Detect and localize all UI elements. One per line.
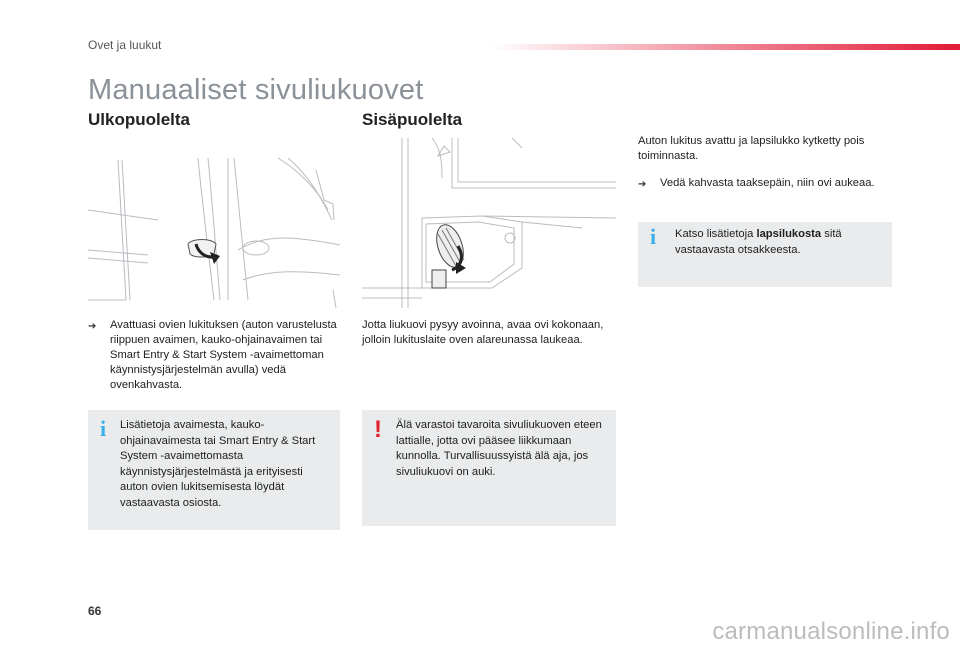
outside-door-drawing [88, 140, 340, 308]
right-note-bold: lapsilukosta [756, 228, 822, 240]
outside-bullet [88, 318, 340, 393]
right-note-text-before: Katso lisätietoja [675, 228, 757, 240]
outside-bullet-text: Avattuasi ovien lukituksen (auton varustelusta riippuen avaimen, kauko-ohjainavaimen tai Smart Entry & Start System -avaimettoman käynnistysjärjestelmän avulla) vedä ovenkahvasta. [110, 319, 337, 391]
bullet-arrow-icon: ➔ [638, 179, 647, 190]
outside-note-text: Lisätietoja avaimesta, kauko-ohjainavaimesta tai Smart Entry & Start System -avaimettomasta käynnistysjärjestelmästä ja erityisesti auton ovien lukitsemisesta löydät vastaavasta osiosta. [120, 419, 316, 509]
inside-note-text: Älä varastoi tavaroita sivuliukuoven eteen lattialle, jotta ovi pääsee liikkumaan kunnolla. Turvallisuussyistä älä aja, jos sivuliukuovi on auki. [396, 419, 602, 478]
warning-icon: ! [374, 416, 382, 443]
right-bullet [638, 176, 892, 192]
bullet-arrow-icon: ➔ [88, 321, 97, 332]
outside-info-note [88, 410, 340, 530]
right-note-text-after: sitä vastaavasta otsakkeesta. [675, 228, 842, 256]
header-accent-bar [490, 44, 960, 50]
outside-heading: Ulkopuolelta [88, 110, 191, 129]
right-intro: Auton lukitus avattu ja lapsilukko kytketty pois toiminnasta. [638, 135, 865, 162]
page-number: 66 [88, 604, 102, 618]
inside-warning-note [362, 410, 616, 526]
watermark: carmanualsonline.info [712, 618, 950, 645]
inside-door-drawing [362, 138, 616, 308]
inside-text: Jotta liukuovi pysyy avoinna, avaa ovi kokonaan, jolloin lukituslaite oven alareunassa laukeaa. [362, 319, 604, 346]
right-note-text [675, 227, 880, 258]
right-bullet-text: Vedä kahvasta taaksepäin, niin ovi aukeaa. [660, 177, 875, 189]
right-info-note [638, 222, 892, 287]
section-label: Ovet ja luukut [88, 38, 162, 52]
outside-door-illustration [88, 140, 340, 308]
page-title: Manuaaliset sivuliukuovet [88, 74, 424, 106]
info-icon: i [100, 416, 107, 441]
inside-heading: Sisäpuolelta [362, 110, 463, 129]
info-icon: i [650, 224, 657, 249]
inside-door-illustration [362, 138, 616, 308]
